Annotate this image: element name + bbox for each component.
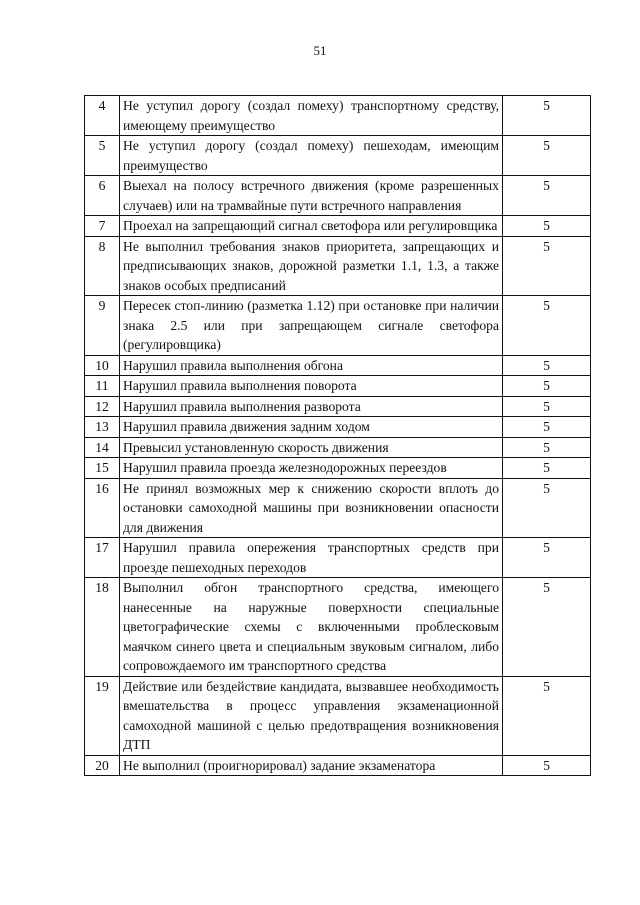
violation-description: Нарушил правила проезда железнодорожных переездов xyxy=(120,458,503,479)
violation-description: Не выполнил требования знаков приоритета, запрещающих и предписывающих знаков, дорожной разметки 1.1, 1.3, а также знаков особых предписаний xyxy=(120,236,503,296)
violation-description: Нарушил правила выполнения обгона xyxy=(120,355,503,376)
violation-description: Не выполнил (проигнорировал) задание экзаменатора xyxy=(120,755,503,776)
table-row xyxy=(85,236,591,296)
table-row xyxy=(85,417,591,438)
table-row xyxy=(85,755,591,776)
penalty-points: 5 xyxy=(503,376,591,397)
row-number: 5 xyxy=(85,136,120,176)
violation-description: Не уступил дорогу (создал помеху) транспортному средству, имеющему преимущество xyxy=(120,96,503,136)
table-row xyxy=(85,538,591,578)
row-number: 14 xyxy=(85,437,120,458)
penalty-points: 5 xyxy=(503,176,591,216)
table-row xyxy=(85,176,591,216)
table-row xyxy=(85,136,591,176)
table-row xyxy=(85,437,591,458)
penalty-points: 5 xyxy=(503,437,591,458)
table-row xyxy=(85,676,591,755)
table-row xyxy=(85,376,591,397)
penalty-points: 5 xyxy=(503,755,591,776)
violation-description: Не принял возможных мер к снижению скорости вплоть до остановки самоходной машины при возникновении опасности для движения xyxy=(120,478,503,538)
row-number: 8 xyxy=(85,236,120,296)
row-number: 20 xyxy=(85,755,120,776)
violation-description: Пересек стоп-линию (разметка 1.12) при остановке при наличии знака 2.5 или при запрещающем сигнале светофора (регулировщика) xyxy=(120,296,503,356)
violation-description: Выехал на полосу встречного движения (кроме разрешенных случаев) или на трамвайные пути встречного направления xyxy=(120,176,503,216)
row-number: 18 xyxy=(85,578,120,677)
penalty-points: 5 xyxy=(503,96,591,136)
violation-description: Не уступил дорогу (создал помеху) пешеходам, имеющим преимущество xyxy=(120,136,503,176)
penalty-points: 5 xyxy=(503,538,591,578)
row-number: 10 xyxy=(85,355,120,376)
criteria-table-body xyxy=(85,96,591,776)
table-row xyxy=(85,296,591,356)
violation-description: Нарушил правила выполнения разворота xyxy=(120,396,503,417)
row-number: 12 xyxy=(85,396,120,417)
table-row xyxy=(85,578,591,677)
row-number: 9 xyxy=(85,296,120,356)
row-number: 16 xyxy=(85,478,120,538)
row-number: 11 xyxy=(85,376,120,397)
penalty-points: 5 xyxy=(503,236,591,296)
row-number: 13 xyxy=(85,417,120,438)
row-number: 6 xyxy=(85,176,120,216)
violation-description: Нарушил правила выполнения поворота xyxy=(120,376,503,397)
table-row xyxy=(85,96,591,136)
violation-description: Проехал на запрещающий сигнал светофора или регулировщика xyxy=(120,216,503,237)
penalty-points: 5 xyxy=(503,676,591,755)
row-number: 15 xyxy=(85,458,120,479)
violation-description: Выполнил обгон транспортного средства, имеющего нанесенные на наружные поверхности специальные цветографические схемы с включенными проблесковым маячком синего цвета и специальным звуковым сигналом, либо сопровождаемого им транспортного средства xyxy=(120,578,503,677)
row-number: 19 xyxy=(85,676,120,755)
table-row xyxy=(85,478,591,538)
table-row xyxy=(85,458,591,479)
penalty-points: 5 xyxy=(503,578,591,677)
violation-description: Превысил установленную скорость движения xyxy=(120,437,503,458)
row-number: 17 xyxy=(85,538,120,578)
penalty-points: 5 xyxy=(503,417,591,438)
penalty-points: 5 xyxy=(503,478,591,538)
penalty-points: 5 xyxy=(503,355,591,376)
violation-description: Нарушил правила движения задним ходом xyxy=(120,417,503,438)
criteria-table xyxy=(84,95,591,776)
row-number: 7 xyxy=(85,216,120,237)
penalty-points: 5 xyxy=(503,216,591,237)
table-row xyxy=(85,216,591,237)
table-row xyxy=(85,396,591,417)
penalty-points: 5 xyxy=(503,396,591,417)
page-number: 51 xyxy=(313,43,327,58)
row-number: 4 xyxy=(85,96,120,136)
table-row xyxy=(85,355,591,376)
penalty-points: 5 xyxy=(503,458,591,479)
violation-description: Действие или бездействие кандидата, вызвавшее необходимость вмешательства в процесс управления экзаменационной самоходной машиной с целью предотвращения возникновения ДТП xyxy=(120,676,503,755)
violation-description: Нарушил правила опережения транспортных средств при проезде пешеходных переходов xyxy=(120,538,503,578)
penalty-points: 5 xyxy=(503,296,591,356)
penalty-points: 5 xyxy=(503,136,591,176)
